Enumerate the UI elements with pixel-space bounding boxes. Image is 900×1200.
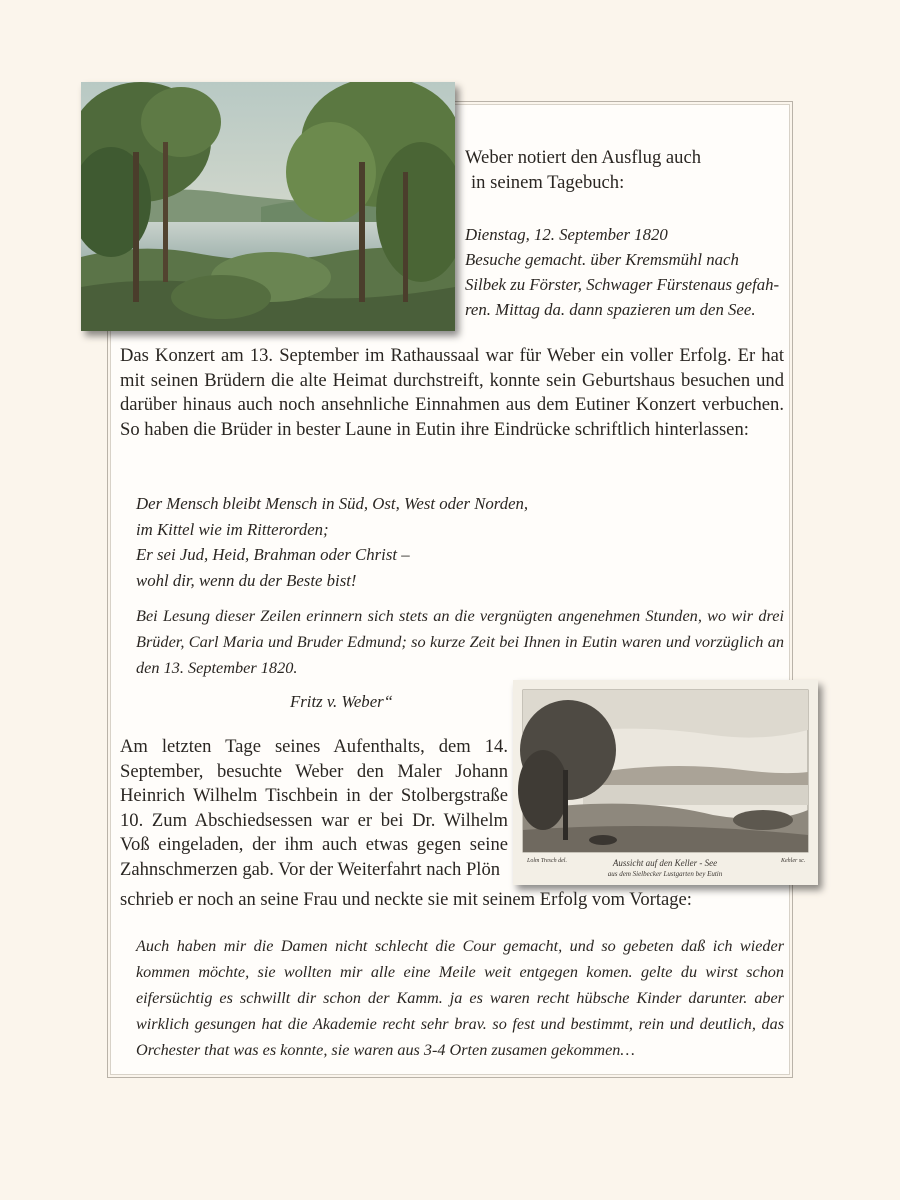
wife-letter-quote (136, 933, 784, 1063)
engraving-artist-right: Kehler sc. (781, 858, 806, 864)
concert-paragraph (120, 344, 784, 442)
lake-landscape-painting (81, 82, 455, 331)
diary-entry (465, 222, 785, 322)
letter-quote (136, 603, 784, 681)
poem-line: Der Mensch bleibt Mensch in Süd, Ost, West oder Norden, (136, 494, 529, 513)
quote-text: Auch haben mir die Damen nicht schlecht die Cour gemacht, und so gebeten daß ich wieder kommen möchte, sie wollten mir alle eine Meile weit entgegen komen. gelte du wirst schon eifersüchtig es schwillt dir schon der Kamm. ja es waren recht hübsche Kinder darunter. aber wirklich gesungen hat die Akademie recht sehr brav. so fest und bestimmt, rein und deutlich, das Orchester that was es konnte, sie waren aus 3-4 Orten zusamen gekommen… (136, 937, 784, 1059)
signature: Fritz v. Weber“ (290, 692, 394, 711)
engraving-title: Aussicht auf den Keller - See (612, 858, 718, 868)
diary-line: Besuche gemacht. über Kremsmühl nach (465, 250, 739, 269)
diary-line: Silbek zu Förster, Schwager Fürstenaus gefah- (465, 275, 780, 294)
intro-line: in seinem Tagebuch: (471, 171, 625, 193)
keller-see-engraving (513, 680, 818, 885)
diary-line: ren. Mittag da. dann spazieren um den See. (465, 300, 756, 319)
engraving-artist-left: Lolm Tresch del. (527, 858, 567, 864)
intro-line: Weber notiert den Ausflug auch (465, 147, 702, 168)
poem-line: Er sei Jud, Heid, Brahman oder Christ – (136, 545, 410, 564)
diary-date: Dienstag, 12. September 1820 (465, 225, 668, 244)
letter-intro-paragraph (120, 888, 784, 913)
paragraph-text: Das Konzert am 13. September im Rathaussaal war für Weber ein voller Erfolg. Er hat mit seinen Brüdern die alte Heimat durchstreift, konnte sein Geburtshaus besuchen und darüber hinaus auch noch ansehnliche Einnahmen aus dem Eutiner Konzert verbuchen. So haben die Brüder in bester Laune in Eutin ihre Eindrücke schriftlich hinterlassen: (120, 345, 784, 440)
poem-line: wohl dir, wenn du der Beste bist! (136, 570, 357, 590)
poem-block (136, 491, 656, 593)
poem-line: im Kittel wie im Ritterorden; (136, 519, 329, 539)
paragraph-text: schrieb er noch an seine Frau und neckte sie mit seinem Erfolg vom Vortage: (120, 889, 692, 910)
letter-text: Bei Lesung dieser Zeilen erinnern sich stets an die vergnügten angenehmen Stunden, wo wir drei Brüder, Carl Maria und Bruder Edmund; so kurze Zeit bei Ihnen in Eutin waren und vorzüglich an den 13. September 1820. (136, 606, 784, 677)
departure-paragraph (120, 735, 508, 882)
intro-text (465, 146, 785, 195)
paragraph-text: Am letzten Tage seines Aufenthalts, dem 14. September, besuchte Weber den Maler Johann Heinrich Wilhelm Tischbein in der Stolbergstraße 10. Zum Abschiedsessen war er bei Dr. Wilhelm Voß eingeladen, der ihm auch etwas gegen seine Zahnschmerzen gab. Vor der Weiterfahrt nach Plön (120, 736, 508, 880)
engraving-subtitle: aus dem Sielbecker Lustgarten bey Eutin (607, 870, 723, 878)
